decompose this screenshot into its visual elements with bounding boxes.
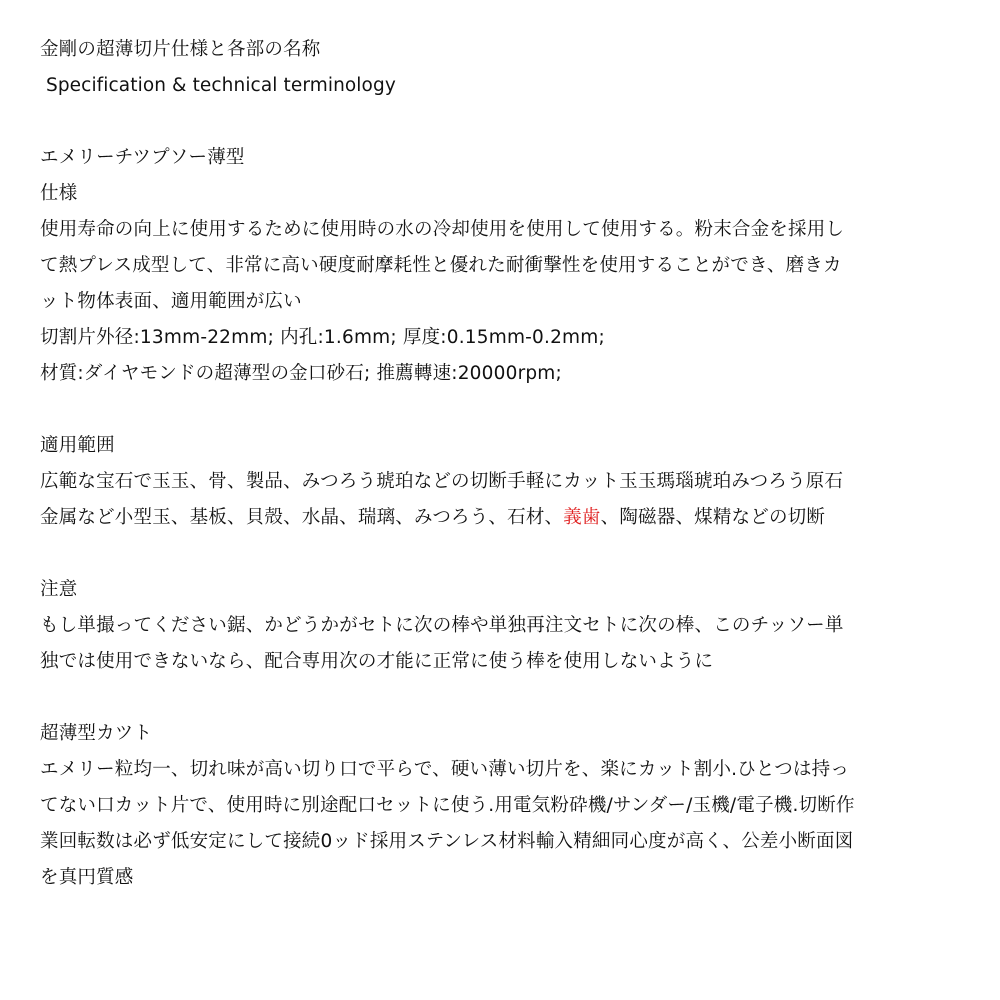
- highlight-dentures: 義歯: [563, 507, 601, 528]
- ultra-thin-heading: 超薄型カツト: [40, 723, 153, 744]
- ultra-thin-line-1: エメリー粒均一、切れ味が高い切り口で平らで、硬い薄い切片を、楽にカット割小.ひとつは持っ: [40, 759, 850, 780]
- spec-line-3: ット物体表面、適用範囲が広い: [40, 291, 302, 312]
- spec-line-1: 使用寿命の向上に使用するために使用時の水の冷却使用を使用して使用する。粉末合金を採用し: [40, 219, 845, 240]
- ultra-thin-line-3: 業回転数は必ず低安定にして接続0ッド採用ステンレス材料輸入精細同心度が高く、公差小断面図: [40, 831, 854, 852]
- dimensions-line: 切割片外径:13mm-22mm; 内孔:1.6mm; 厚度:0.15mm-0.2mm;: [40, 327, 605, 348]
- caution-heading: 注意: [40, 579, 78, 600]
- material-line: 材質:ダイヤモンドの超薄型の金口砂石; 推薦轉速:20000rpm;: [40, 363, 562, 384]
- caution-line-2: 独では使用できないなら、配合専用次の才能に正常に使う棒を使用しないように: [40, 651, 714, 672]
- spacer: [40, 680, 960, 716]
- spec-heading: 仕様: [40, 183, 78, 204]
- spec-line-2: て熱プレス成型して、非常に高い硬度耐摩耗性と優れた耐衝撃性を使用することができ、磨きカ: [40, 255, 842, 276]
- spec-document: [40, 32, 960, 896]
- title-english: Specification & technical terminology: [46, 75, 396, 96]
- ultra-thin-line-2: てない口カット片で、使用時に別途配口セットに使う.用電気粉砕機/サンダー/玉機/電子機.切断作: [40, 795, 855, 816]
- application-line-2: [40, 500, 960, 536]
- caution-line-1: もし単撮ってください鋸、かどうかがセトに次の棒や単独再注文セトに次の棒、このチッソー単: [40, 615, 844, 636]
- application-line-1: 広範な宝石で玉玉、骨、製品、みつろう琥珀などの切断手軽にカット玉玉瑪瑙琥珀みつろう原石: [40, 471, 844, 492]
- spacer: [40, 104, 960, 140]
- ultra-thin-line-4: を真円質感: [40, 867, 134, 888]
- spacer: [40, 392, 960, 428]
- spacer: [40, 536, 960, 572]
- product-name: エメリーチツプソー薄型: [40, 147, 245, 168]
- application-heading: 適用範囲: [40, 435, 115, 456]
- title-japanese: 金剛の超薄切片仕様と各部の名称: [40, 39, 321, 60]
- application-line-2-start: 金属など小型玉、基板、貝殻、水晶、瑞璃、みつろう、石材、: [40, 507, 564, 528]
- application-line-2-end: 、陶磁器、煤精などの切断: [600, 507, 826, 528]
